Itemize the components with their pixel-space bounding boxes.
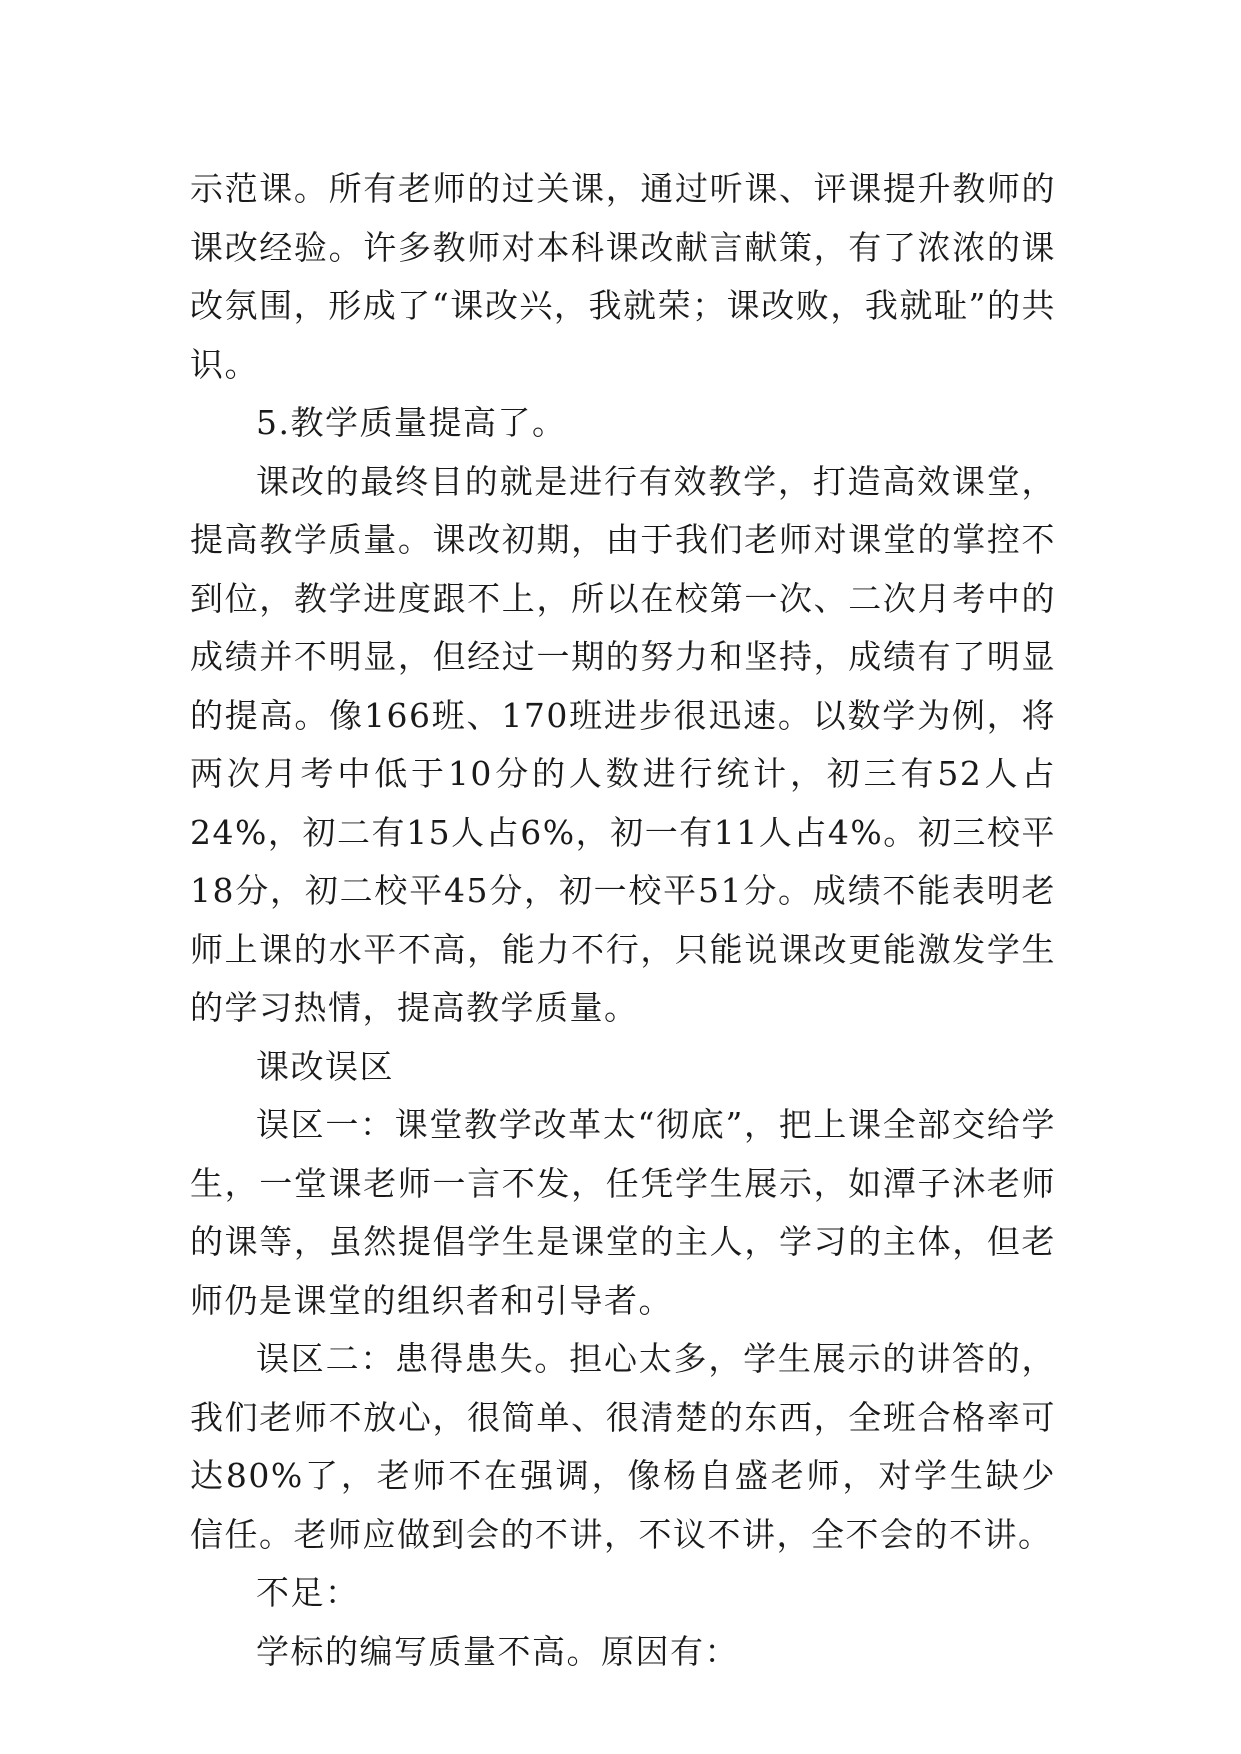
paragraph-6: 误区二：患得患失。担心太多，学生展示的讲答的，我们老师不放心，很简单、很清楚的东西，全班合格率可达80%了，老师不在强调，像杨自盛老师，对学生缺少信任。老师应做到会的不讲，不议不讲，全不会的不讲。	[190, 1339, 1056, 1554]
document-body	[190, 160, 1056, 1681]
paragraph-5: 误区一：课堂教学改革太“彻底”，把上课全部交给学生，一堂课老师一言不发，任凭学生展示，如潭子沐老师的课等，虽然提倡学生是课堂的主人，学习的主体，但老师仍是课堂的组织者和引导者。	[190, 1105, 1056, 1320]
paragraph-3: 课改的最终目的就是进行有效教学，打造高效课堂，提高教学质量。课改初期，由于我们老师对课堂的掌控不到位，教学进度跟不上，所以在校第一次、二次月考中的成绩并不明显，但经过一期的努力和坚持，成绩有了明显的提高。像166班、170班进步很迅速。以数学为例，将两次月考中低于10分的人数进行统计，初三有52人占24%，初二有15人占6%，初一有11人占4%。初三校平18分，初二校平45分，初一校平51分。成绩不能表明老师上课的水平不高，能力不行，只能说课改更能激发学生的学习热情，提高教学质量。	[190, 461, 1056, 1027]
paragraph-2-heading: 5.教学质量提高了。	[256, 403, 567, 442]
paragraph-1: 示范课。所有老师的过关课，通过听课、评课提升教师的课改经验。许多教师对本科课改献言献策，有了浓浓的课改氛围，形成了“课改兴，我就荣；课改败，我就耻”的共识。	[190, 169, 1056, 384]
paragraph-8: 学标的编写质量不高。原因有：	[256, 1631, 739, 1671]
paragraph-4-heading: 课改误区	[256, 1046, 394, 1086]
paragraph-7-heading: 不足：	[256, 1573, 360, 1612]
